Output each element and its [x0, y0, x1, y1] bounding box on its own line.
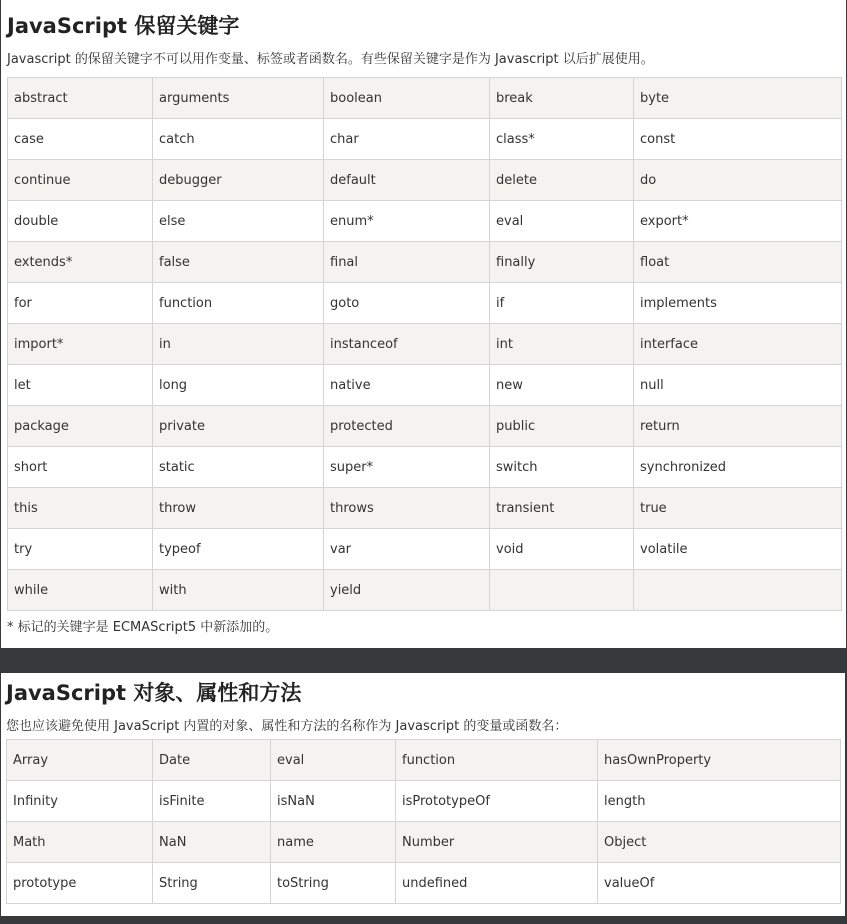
table-cell: protected — [324, 406, 490, 447]
table-cell: continue — [8, 160, 153, 201]
table-cell: length — [598, 781, 841, 822]
table-cell: NaN — [153, 822, 271, 863]
table-row — [7, 822, 841, 863]
table-cell: do — [634, 160, 842, 201]
table-cell: Object — [598, 822, 841, 863]
table-cell: Array — [7, 740, 153, 781]
table-cell: instanceof — [324, 324, 490, 365]
table-cell: implements — [634, 283, 842, 324]
table-cell: arguments — [153, 78, 324, 119]
table-cell: true — [634, 488, 842, 529]
table-cell: null — [634, 365, 842, 406]
table-cell: yield — [324, 570, 490, 611]
table-cell: float — [634, 242, 842, 283]
table-cell: goto — [324, 283, 490, 324]
table-cell — [490, 570, 634, 611]
table-cell: isNaN — [271, 781, 396, 822]
table-cell: with — [153, 570, 324, 611]
table-cell: eval — [490, 201, 634, 242]
table-cell: case — [8, 119, 153, 160]
table-cell: toString — [271, 863, 396, 904]
table-cell: catch — [153, 119, 324, 160]
footnote: * 标记的关键字是 ECMAScript5 中新添加的。 — [7, 620, 279, 635]
table-cell: this — [8, 488, 153, 529]
table-cell: Math — [7, 822, 153, 863]
table-row — [8, 447, 842, 488]
table-cell: switch — [490, 447, 634, 488]
table-cell: volatile — [634, 529, 842, 570]
table-row — [8, 119, 842, 160]
table-cell: enum* — [324, 201, 490, 242]
table-cell: return — [634, 406, 842, 447]
table-cell: export* — [634, 201, 842, 242]
table-cell: synchronized — [634, 447, 842, 488]
table-row — [8, 201, 842, 242]
table-cell: var — [324, 529, 490, 570]
table-cell: const — [634, 119, 842, 160]
table-cell: typeof — [153, 529, 324, 570]
table-cell: package — [8, 406, 153, 447]
table-row — [7, 740, 841, 781]
table-cell: eval — [271, 740, 396, 781]
table-cell: for — [8, 283, 153, 324]
table-row — [8, 160, 842, 201]
table-cell: final — [324, 242, 490, 283]
table-row — [8, 283, 842, 324]
table-cell: throws — [324, 488, 490, 529]
table-cell: if — [490, 283, 634, 324]
table-cell: let — [8, 365, 153, 406]
table-cell: delete — [490, 160, 634, 201]
table-cell: class* — [490, 119, 634, 160]
table-cell: in — [153, 324, 324, 365]
table-cell: char — [324, 119, 490, 160]
table-cell: Number — [396, 822, 598, 863]
table-row — [8, 406, 842, 447]
table-cell: super* — [324, 447, 490, 488]
table-cell: try — [8, 529, 153, 570]
table-cell: abstract — [8, 78, 153, 119]
table-cell: name — [271, 822, 396, 863]
table-cell: break — [490, 78, 634, 119]
table-cell: false — [153, 242, 324, 283]
table-row — [8, 529, 842, 570]
table-cell: extends* — [8, 242, 153, 283]
table-cell: import* — [8, 324, 153, 365]
table-cell: interface — [634, 324, 842, 365]
table-cell: public — [490, 406, 634, 447]
table-row — [8, 324, 842, 365]
table-cell: debugger — [153, 160, 324, 201]
section-description: 您也应该避免使用 JavaScript 内置的对象、属性和方法的名称作为 Javascript 的变量或函数名： — [6, 719, 568, 734]
table-cell: isPrototypeOf — [396, 781, 598, 822]
table-row — [8, 365, 842, 406]
table-cell: isFinite — [153, 781, 271, 822]
table-row — [7, 781, 841, 822]
table-cell: static — [153, 447, 324, 488]
table-row — [8, 570, 842, 611]
table-cell: finally — [490, 242, 634, 283]
objects-properties-methods-section — [1, 673, 845, 916]
table-cell: while — [8, 570, 153, 611]
table-cell — [634, 570, 842, 611]
table-row — [7, 863, 841, 904]
table-cell: valueOf — [598, 863, 841, 904]
reserved-keywords-section — [1, 0, 846, 648]
table-cell: prototype — [7, 863, 153, 904]
table-cell: int — [490, 324, 634, 365]
objects-table — [6, 739, 841, 904]
section-title: JavaScript 对象、属性和方法 — [6, 681, 302, 705]
table-cell: private — [153, 406, 324, 447]
table-cell: function — [396, 740, 598, 781]
table-cell: undefined — [396, 863, 598, 904]
table-cell: double — [8, 201, 153, 242]
table-row — [8, 488, 842, 529]
section-title: JavaScript 保留关键字 — [7, 14, 240, 38]
reserved-keywords-table — [7, 77, 842, 611]
table-cell: new — [490, 365, 634, 406]
table-cell: long — [153, 365, 324, 406]
table-cell: boolean — [324, 78, 490, 119]
table-cell: throw — [153, 488, 324, 529]
table-cell: Date — [153, 740, 271, 781]
table-cell: byte — [634, 78, 842, 119]
section-description: Javascript 的保留关键字不可以用作变量、标签或者函数名。有些保留关键字是作为 Javascript 以后扩展使用。 — [7, 52, 654, 67]
table-cell: native — [324, 365, 490, 406]
table-row — [8, 242, 842, 283]
table-cell: transient — [490, 488, 634, 529]
table-cell: short — [8, 447, 153, 488]
table-cell: String — [153, 863, 271, 904]
table-row — [8, 78, 842, 119]
table-cell: hasOwnProperty — [598, 740, 841, 781]
table-cell: function — [153, 283, 324, 324]
table-cell: default — [324, 160, 490, 201]
table-cell: else — [153, 201, 324, 242]
table-cell: void — [490, 529, 634, 570]
table-cell: Infinity — [7, 781, 153, 822]
